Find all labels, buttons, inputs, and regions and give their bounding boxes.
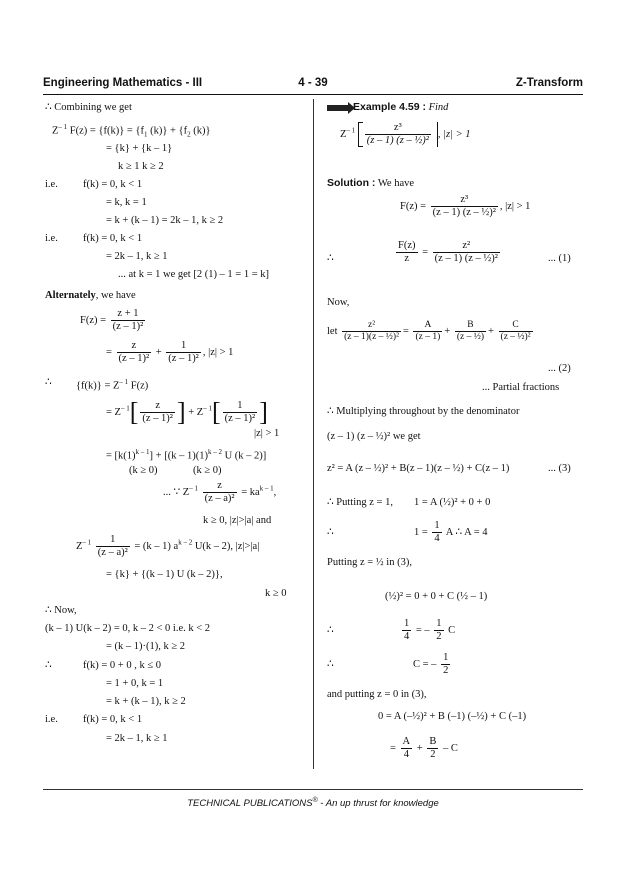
denominator-text: (z – 1) (z – ½)² we get: [327, 431, 421, 442]
roc-text: |z| > 1: [254, 428, 280, 439]
now-text: Now,: [327, 297, 350, 308]
fraction: $\frac{C}{\text{(z – ½)²}}$: [500, 320, 531, 342]
fraction: $\frac{1}{4}$: [434, 520, 440, 544]
eq-fk-final-5: = 2k – 1, k ≥ 1: [106, 733, 168, 744]
eq-inverse-terms: = $Z^{- 1}$[ $\frac{z}{\text{(z – 1)²}}$ ] + $Z^{- 1}$[ $\frac{1}{\text{(z – 1)²}}$ ]: [106, 397, 268, 427]
header-book-title: Engineering Mathematics - III: [43, 77, 203, 89]
eq-k-sum: = {k} + {k – 1}: [106, 143, 173, 154]
eq-partial-fractions: let $\frac{\text{z²}}{\text{(z – 1)(z – ½)²}}$ = $\frac{A}{(z - 1)}$ + $\frac{B}{\text{(z – ½)}}$ + $\frac{C}{\text{(z – ½)²}}$: [327, 320, 531, 342]
eq-fk-3: = k + (k – 1) = 2k – 1, k ≥ 2: [106, 215, 224, 226]
example-expression: $Z^{- 1}$ $\frac{\text{z³}}{\text{(z – 1) (z – ½)²}}$ , |z| > 1: [340, 122, 471, 146]
putting-zhalf-text: Putting z = ½ in (3),: [327, 557, 412, 568]
partial-fractions-note: ... Partial fractions: [482, 382, 560, 393]
eq-z1: 1 = A (½)² + 0 + 0: [414, 497, 491, 508]
header-page-number: 4 - 39: [298, 77, 328, 89]
eq-3: z² = A (z – ½)² + B(z – 1)(z – ½) + C(z – 1): [327, 463, 510, 474]
fraction: $\frac{z}{\text{(z – a)²}}$: [204, 480, 235, 504]
ie-label: i.e.: [45, 233, 58, 244]
fraction: $\frac{1}{\text{(z – a)²}}$: [97, 534, 128, 558]
fraction: $\frac{\text{z³}}{\text{(z – 1) (z – ½)²}}$: [366, 122, 429, 146]
fraction: $\frac{1}{4}$: [404, 618, 410, 642]
eq-fk-5: = 2k – 1, k ≥ 1: [106, 251, 168, 262]
column-divider: [313, 99, 314, 769]
therefore-symbol: ∴: [327, 659, 334, 670]
therefore-symbol: ∴: [327, 253, 334, 264]
fraction: $\frac{1}{\text{(z – 1)²}}$: [224, 400, 256, 424]
eq-zhalf: (½)² = 0 + 0 + C (½ – 1): [385, 591, 488, 602]
eq-label-1: ... (1): [548, 253, 571, 264]
eq-fk-final-4: f(k) = 0, k < 1: [83, 714, 143, 725]
eq-fk-final-2: = 1 + 0, k = 1: [106, 678, 164, 689]
fraction: $\frac{z}{\text{(z – 1)²}}$: [142, 400, 173, 424]
eq-fk-final-1: f(k) = 0 + 0 , k ≤ 0: [83, 660, 161, 671]
therefore-symbol: ∴: [327, 527, 334, 538]
fraction: $\frac{z + 1}{\text{(z – 1)²}}$: [112, 308, 144, 332]
eq-unit-step-1: (k – 1) U(k – 2) = 0, k – 2 < 0 i.e. k < 2: [45, 623, 211, 634]
example-heading: Example 4.59 : Find: [327, 101, 448, 114]
eq-Fz-over-z: $\frac{F(z)}{z}$ = $\frac{\text{z²}}{\text{(z – 1) (z – ½)²}}$: [398, 240, 498, 264]
eq-fk-1: f(k) = 0, k < 1: [83, 179, 143, 190]
fraction: $\frac{A}{4}$: [402, 736, 411, 760]
fraction: $\frac{1}{2}$: [443, 652, 449, 676]
eq-fk-4: f(k) = 0, k < 1: [83, 233, 143, 244]
eq-C-value: C = – $\frac{1}{2}$: [413, 652, 449, 676]
condition-text: k ≥ 0, |z|>|a| and: [203, 515, 272, 526]
registered-mark: ®: [312, 797, 318, 804]
therefore-symbol: ∴: [45, 377, 52, 388]
alternately-text: Alternately, we have: [45, 290, 136, 301]
page-header: [43, 77, 583, 93]
fraction: $\frac{\text{z²}}{\text{(z – 1)(z – ½)²}}$: [344, 320, 399, 342]
eq-Fz-split: = $\frac{z}{\text{(z – 1)²}}$ + $\frac{1}{\text{(z – 1)²}}$ , |z| > 1: [106, 340, 234, 364]
fraction: $\frac{1}{2}$: [436, 618, 442, 642]
fraction: $\frac{F(z)}{z}$: [398, 240, 416, 264]
domain-b: (k ≥ 0): [193, 465, 222, 476]
eq-inverse-result: = $[k(1)^{k - 1}] + [(k - 1)(1)^{k - 2}$ U (k – 2)]: [106, 448, 267, 462]
eq-label-3: ... (3): [548, 463, 571, 474]
eq-label-2: ... (2): [548, 363, 571, 374]
fraction: $\frac{A}{(z - 1)}$: [415, 320, 441, 342]
fraction: $\frac{\text{z²}}{\text{(z – 1) (z – ½)²}}$: [434, 240, 498, 264]
eq-property-note: ... ∵ $Z^{- 1}$ $\frac{z}{\text{(z – a)²}}$ = $ka^{k - 1}$,: [163, 480, 277, 504]
therefore-symbol: ∴: [327, 625, 334, 636]
bracket-group: [358, 122, 438, 147]
eq-Fz: F(z) = $\frac{\text{z³}}{\text{(z – 1) (z – ½)²}}$ , |z| > 1: [400, 194, 531, 218]
eq-z0-simplified: = $\frac{A}{4}$ + $\frac{B}{2}$ – C: [390, 736, 458, 760]
eq-fk-final-3: = k + (k – 1), k ≥ 2: [106, 696, 186, 707]
footer-tagline: - An up thrust for knowledge: [317, 798, 439, 810]
domain-k: k ≥ 0: [265, 588, 287, 599]
arrow-icon: [327, 105, 349, 111]
footer-publisher: TECHNICAL PUBLICATIONS: [187, 798, 313, 810]
eq-fk-inverse: $\{f(k)\} = Z^{- 1}$ F(z): [76, 378, 149, 392]
eq-fk-unit-step: = {k} + {(k – 1) U (k – 2)},: [106, 569, 223, 580]
multiplying-text: ∴ Multiplying throughout by the denominator: [327, 406, 520, 417]
eq-k-domains: k ≥ 1 k ≥ 2: [118, 161, 164, 172]
eq-A-value: 1 = $\frac{1}{4}$ A ∴ A = 4: [414, 520, 488, 544]
fraction: $\frac{B}{\text{(z – ½)}}$: [456, 320, 484, 342]
combining-text: ∴ Combining we get: [45, 102, 132, 113]
therefore-symbol: ∴: [45, 660, 52, 671]
header-chapter: Z-Transform: [515, 77, 583, 89]
page-footer: [43, 797, 583, 809]
domain-a: (k ≥ 0): [129, 465, 158, 476]
putting-z0-text: and putting z = 0 in (3),: [327, 689, 427, 700]
fraction: $\frac{1}{\text{(z – 1)²}}$: [168, 340, 199, 364]
ie-label: i.e.: [45, 714, 58, 725]
fraction: $\frac{\text{z³}}{\text{(z – 1) (z – ½)²}}$: [432, 194, 496, 218]
eq-Fz-def: F(z) = $\frac{z + 1}{\text{(z – 1)²}}$: [80, 308, 144, 332]
eq-z0: 0 = A (–½)² + B (–1) (–½) + C (–1): [378, 711, 527, 722]
solution-heading: Solution : We have: [327, 177, 415, 189]
fraction: $\frac{z}{\text{(z – 1)²}}$: [118, 340, 150, 364]
footer-rule: [43, 789, 583, 790]
putting-z1-text: ∴ Putting z = 1,: [327, 497, 393, 508]
eq-combined: $Z^{- 1}$ $F(z) = \{f(k)\} = \{f_1$ $(k)\} + \{f_2$ (k)}: [52, 123, 211, 139]
now-text: ∴ Now,: [45, 605, 77, 616]
check-note: ... at k = 1 we get [2 (1) – 1 = 1 = k]: [118, 269, 270, 280]
ie-label: i.e.: [45, 179, 58, 190]
header-rule: [43, 94, 583, 95]
eq-C-step: $\frac{1}{4}$ = – $\frac{1}{2}$ C: [404, 618, 456, 642]
eq-fk-2: = k, k = 1: [106, 197, 147, 208]
fraction: $\frac{B}{2}$: [429, 736, 437, 760]
eq-unit-step-2: = (k – 1)·(1), k ≥ 2: [106, 641, 186, 652]
eq-shift-property: $Z^{- 1}$ $\frac{1}{\text{(z – a)²}}$ = (k – 1) $a^{k - 2}$ U(k – 2), |z|>|a|: [76, 534, 260, 558]
